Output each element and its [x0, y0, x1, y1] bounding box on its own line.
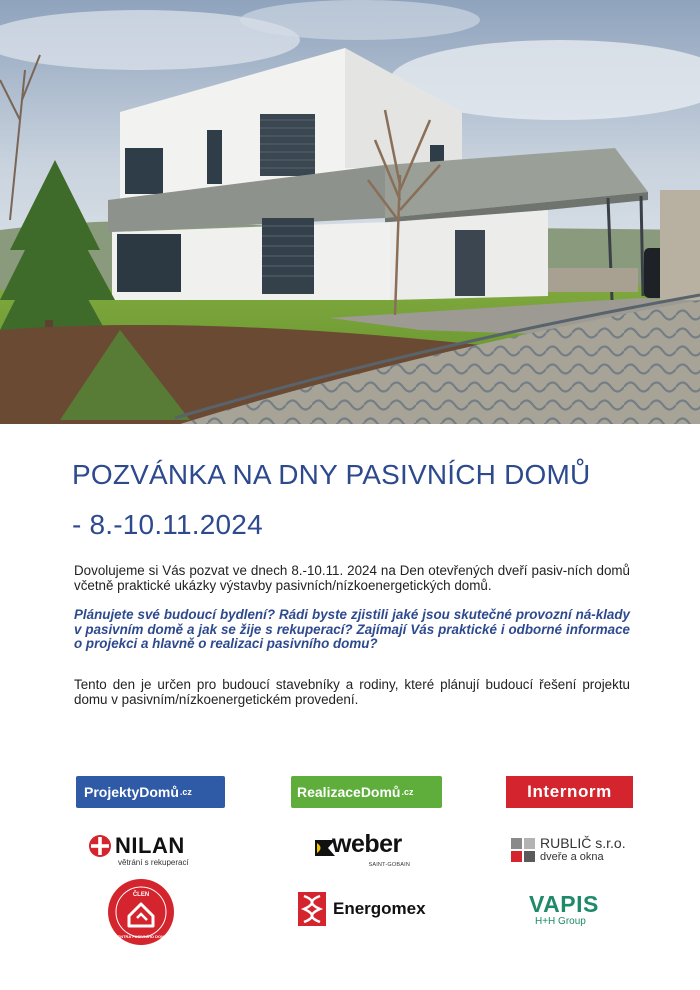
svg-text:CENTRA PASIVNÍHO DOMU: CENTRA PASIVNÍHO DOMU — [114, 934, 168, 939]
svg-text:ČLEN: ČLEN — [132, 892, 150, 898]
stone-wall — [660, 190, 700, 300]
nilan-cross-icon — [88, 834, 112, 858]
logo-rublic: RUBLIČ s.r.o. dveře a okna — [511, 834, 636, 866]
logo-nilan: NILAN větrání s rekuperací — [88, 834, 203, 870]
logo-internorm: Internorm — [506, 776, 633, 808]
questions-paragraph: Plánujete své budoucí bydlení? Rádi byste zjistili jaké jsou skutečné provozní ná-klady v pasivním domě a jak se žije s rekuperací? Zajímají Vás praktické i odborné informace o projekci a hlavně o realizaci pasivního domu? — [74, 607, 630, 651]
intro-paragraph: Dovolujeme si Vás pozvat ve dnech 8.-10.11. 2024 na Den otevřených dveří pasiv-ních domů včetně praktické ukázky výstavby pasivních/nízkoenergetických domů. — [74, 563, 630, 593]
page-title — [72, 450, 672, 550]
energomex-icon — [298, 892, 326, 926]
rublic-squares-icon — [511, 838, 535, 862]
title-line-1: POZVÁNKA NA DNY PASIVNÍCH DOMŮ — [72, 459, 591, 490]
hero-photo — [0, 0, 700, 424]
logo-clen-centra-pasivniho-domu — [107, 878, 175, 946]
logo-realizace-domu: RealizaceDomů .cz — [291, 776, 442, 808]
audience-paragraph: Tento den je určen pro budoucí stavebníky a rodiny, které plánují budoucí řešení projektu domu v pasivním/nízkoenergetickém provedení. — [74, 677, 630, 707]
logo-weber: weber SAINT-GOBAIN — [314, 834, 412, 866]
logo-projekty-domu: ProjektyDomů .cz — [76, 776, 225, 808]
title-line-2: - 8.-10.11.2024 — [72, 509, 263, 540]
logo-energomex: Energomex — [298, 892, 440, 926]
logo-vapis: VAPIS H+H Group — [529, 891, 599, 927]
